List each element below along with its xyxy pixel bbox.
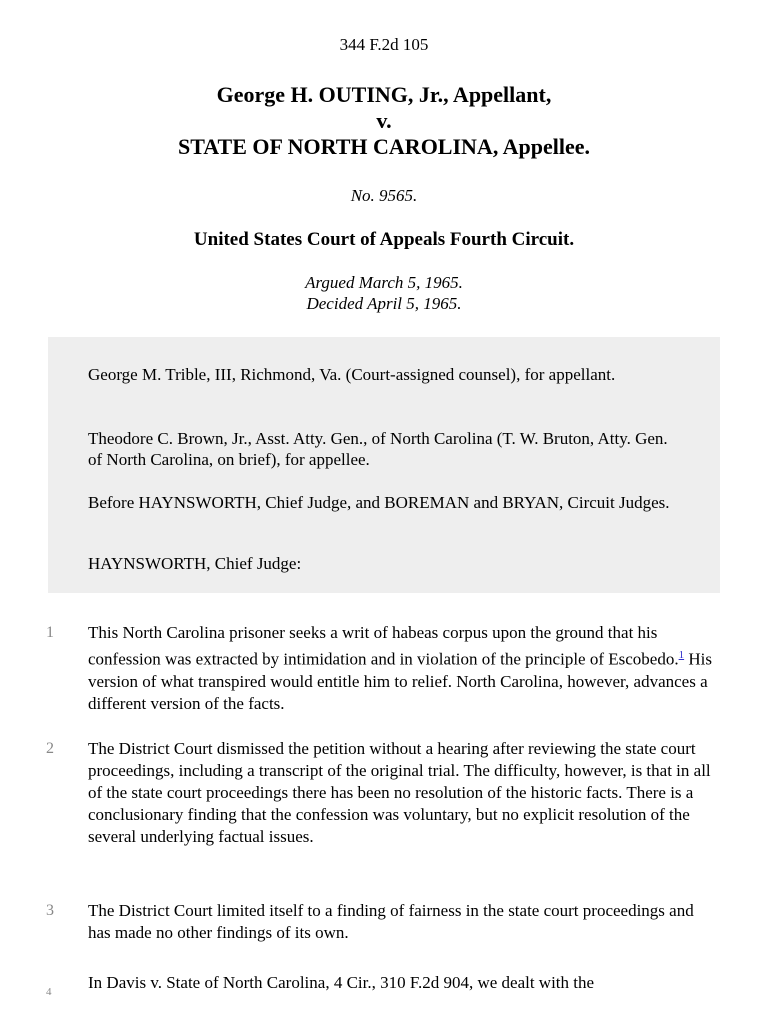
appellant: George H. OUTING, Jr., Appellant, xyxy=(216,82,552,107)
case-title xyxy=(0,82,768,160)
paragraph-text: The District Court dismissed the petition without a hearing after reviewing the state court proceedings, including a transcript of the original trial. The difficulty, however, is that in all of the state court proceedings there has been no resolution of the historic facts. There is a conclusionary finding that the confession was voluntary, but no explicit resolution of the several underlying factual issues. xyxy=(88,739,711,846)
paragraph-text xyxy=(88,622,720,715)
docket-number: No. 9565. xyxy=(350,186,418,205)
paragraph-text: The District Court limited itself to a finding of fairness in the state court proceedings and has made no other findings of its own. xyxy=(88,901,694,942)
panel: Before HAYNSWORTH, Chief Judge, and BOREMAN and BRYAN, Circuit Judges. xyxy=(88,493,670,512)
court-name: United States Court of Appeals Fourth Circuit. xyxy=(193,229,575,250)
appellee: STATE OF NORTH CAROLINA, Appellee. xyxy=(178,134,590,159)
paragraph-number: 2 xyxy=(46,740,54,757)
argued-date: Argued March 5, 1965. xyxy=(305,273,463,292)
versus: v. xyxy=(376,108,392,133)
appellee-counsel: Theodore C. Brown, Jr., Asst. Atty. Gen., of North Carolina (T. W. Bruton, Atty. Gen. of North Carolina, on brief), for appellee. xyxy=(88,429,668,469)
opinion-author: HAYNSWORTH, Chief Judge: xyxy=(88,554,302,573)
dates xyxy=(0,272,768,314)
paragraph-number: 4 xyxy=(46,986,52,998)
text-after: His version of what transpired would entitle him to relief. North Carolina, however, advances a different version of the facts. xyxy=(88,649,712,713)
paragraph-text: In Davis v. State of North Carolina, 4 Cir., 310 F.2d 904, we dealt with the xyxy=(88,973,595,992)
counsel-box xyxy=(48,337,720,593)
footnote-link[interactable]: 1 xyxy=(678,649,685,661)
decided-date: Decided April 5, 1965. xyxy=(306,294,462,313)
appellant-counsel: George M. Trible, III, Richmond, Va. (Court-assigned counsel), for appellant. xyxy=(88,365,616,384)
text-before: This North Carolina prisoner seeks a writ of habeas corpus upon the ground that his confession was extracted by intimidation and in violation of the principle of Escobedo. xyxy=(88,623,679,669)
citation: 344 F.2d 105 xyxy=(339,35,429,54)
paragraph-number: 3 xyxy=(46,902,54,919)
paragraph-number: 1 xyxy=(46,624,54,641)
